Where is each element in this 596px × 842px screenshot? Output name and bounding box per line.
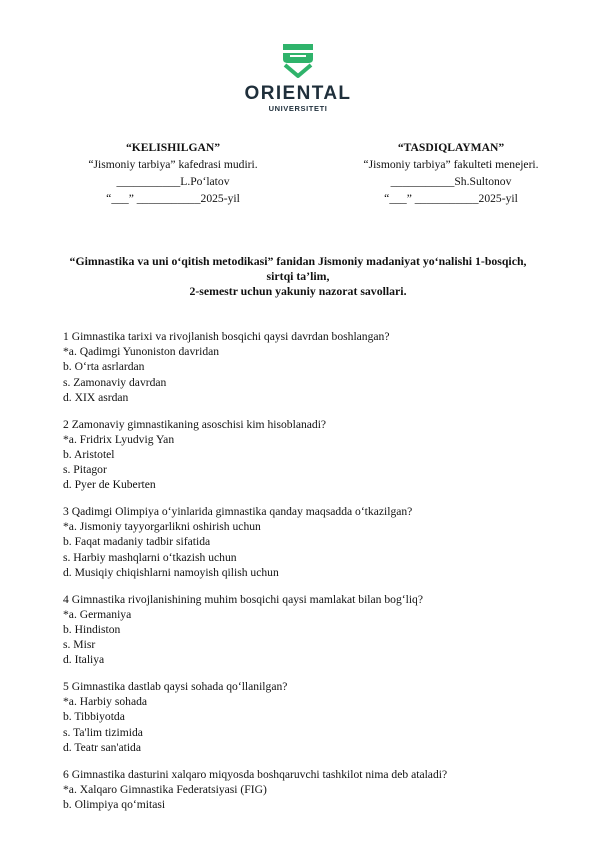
question-text: 5 Gimnastika dastlab qaysi sohada qo‘llanilgan? <box>63 680 288 694</box>
answer-option: *a. Jismoniy tayyorgarlikni oshirish uchun <box>63 520 261 534</box>
answer-option: d. Musiqiy chiqishlarni namoyish qilish uchun <box>63 565 279 579</box>
approval-block-right <box>336 139 566 207</box>
approval-position: “Jismoniy tarbiya” fakulteti menejeri. <box>363 158 539 171</box>
question-item <box>63 592 553 668</box>
answer-option: d. Pyer de Kuberten <box>63 478 156 492</box>
answer-option: s. Pitagor <box>63 463 107 477</box>
answer-option: b. O‘rta asrlardan <box>63 360 145 374</box>
logo-subtitle: UNIVERSITETI <box>268 104 328 113</box>
document-title <box>58 254 538 299</box>
logo-title: ORIENTAL <box>244 83 352 104</box>
answer-option: b. Aristotel <box>63 447 115 461</box>
answer-option: b. Olimpiya qo‘mitasi <box>63 797 166 811</box>
question-item <box>63 417 553 493</box>
question-text: 3 Qadimgi Olimpiya o‘yinlarida gimnastika qanday maqsadda o‘tkazilgan? <box>63 505 413 519</box>
approval-block-left <box>58 139 288 207</box>
answer-option: d. XIX asrdan <box>63 390 129 404</box>
question-list <box>63 329 553 824</box>
answer-option: s. Ta'lim tizimida <box>63 725 143 739</box>
question-item <box>63 329 553 405</box>
university-logo <box>0 42 596 113</box>
question-text: 4 Gimnastika rivojlanishining muhim bosqichi qaysi mamlakat bilan bog‘liq? <box>63 592 424 606</box>
answer-option: *a. Xalqaro Gimnastika Federatsiyasi (FIG) <box>63 782 267 796</box>
approval-signature-line: ___________L.Po‘latov <box>116 175 230 188</box>
answer-option: *a. Harbiy sohada <box>63 695 148 709</box>
title-line: “Gimnastika va uni o‘qitish metodikasi” fanidan Jismoniy madaniyat yo‘nalishi 1-bosqich, <box>69 254 527 268</box>
approval-signature-line: ___________Sh.Sultonov <box>390 175 512 188</box>
approval-heading: “TASDIQLAYMAN” <box>397 141 505 154</box>
question-item <box>63 679 553 755</box>
answer-option: *a. Germaniya <box>63 607 132 621</box>
approval-heading: “KELISHILGAN” <box>125 141 221 154</box>
question-text: 2 Zamonaviy gimnastikaning asoschisi kim hisoblanadi? <box>63 417 327 431</box>
question-item <box>63 767 553 813</box>
question-text: 1 Gimnastika tarixi va rivojlanish bosqichi qaysi davrdan boshlangan? <box>63 330 390 343</box>
answer-option: *a. Fridrix Lyudvig Yan <box>63 432 175 446</box>
answer-option: d. Teatr san'atida <box>63 740 142 754</box>
answer-option: s. Zamonaviy davrdan <box>63 375 167 389</box>
oriental-shield-logo-icon <box>281 42 315 78</box>
approval-position: “Jismoniy tarbiya” kafedrasi mudiri. <box>88 158 258 171</box>
answer-option: *a. Qadimgi Yunoniston davridan <box>63 345 220 359</box>
question-text: 6 Gimnastika dasturini xalqaro miqyosda boshqaruvchi tashkilot nima deb ataladi? <box>63 767 448 781</box>
title-line: sirtqi ta’lim, <box>266 269 330 283</box>
answer-option: d. Italiya <box>63 653 105 667</box>
approval-date-line: “___” ___________2025-yil <box>384 192 518 205</box>
answer-option: b. Tibbiyotda <box>63 710 125 724</box>
answer-option: s. Misr <box>63 638 96 652</box>
answer-option: b. Hindiston <box>63 622 121 636</box>
answer-option: s. Harbiy mashqlarni o‘tkazish uchun <box>63 550 237 564</box>
approval-date-line: “___” ___________2025-yil <box>106 192 240 205</box>
question-item <box>63 504 553 580</box>
answer-option: b. Faqat madaniy tadbir sifatida <box>63 535 211 549</box>
title-line: 2-semestr uchun yakuniy nazorat savollari. <box>189 284 407 298</box>
